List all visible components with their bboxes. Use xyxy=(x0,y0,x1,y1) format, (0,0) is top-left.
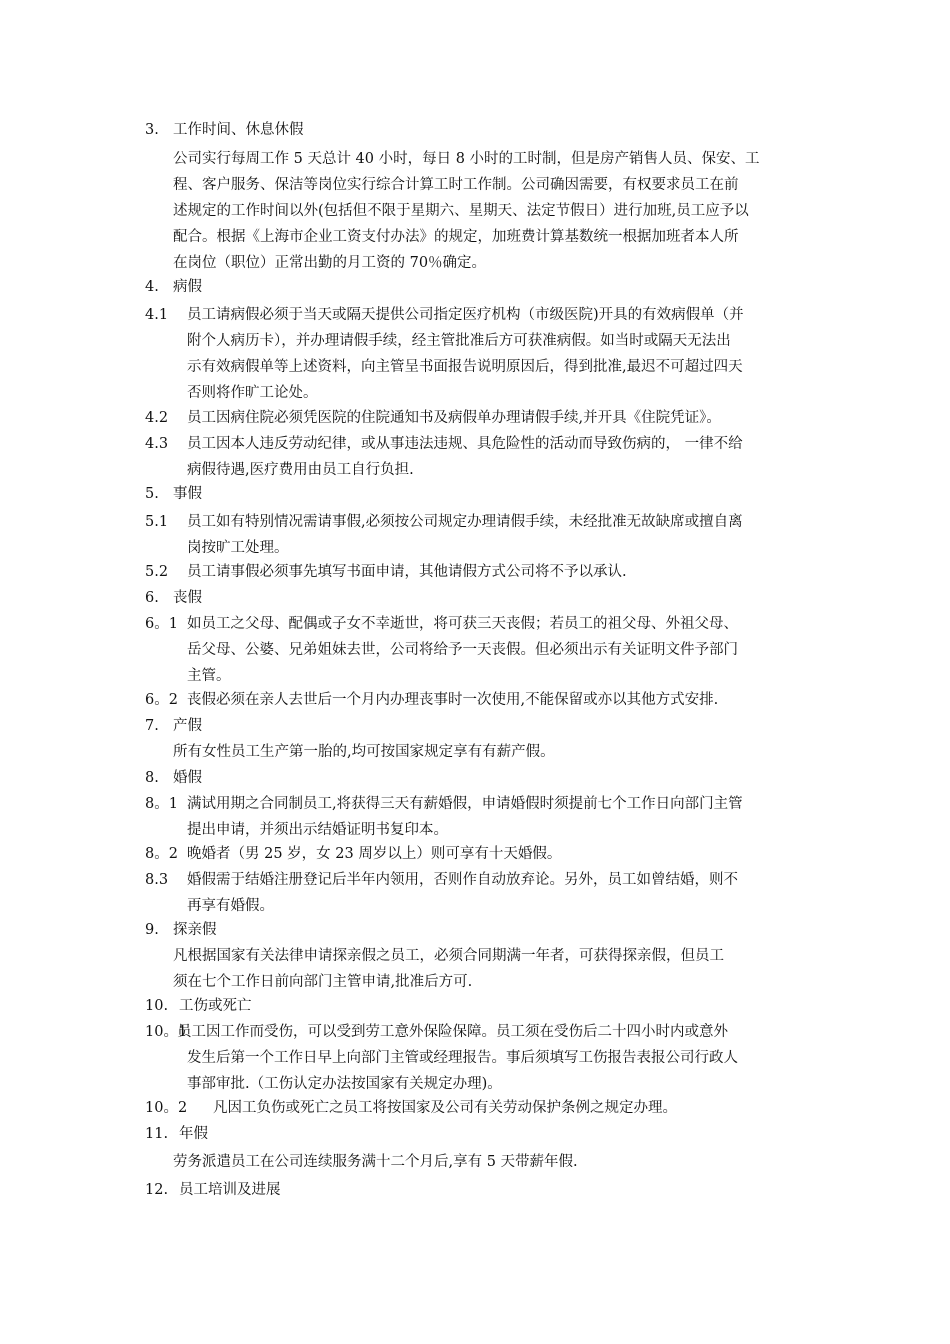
subsection-number: 5.2 xyxy=(145,564,169,580)
paragraph-line: 所有女性员工生产第一胎的,均可按国家规定享有有薪产假。 xyxy=(173,744,555,760)
section-paragraph xyxy=(173,1152,809,1178)
subsection-line: 病假待遇,医疗费用由员工自行负担. xyxy=(187,462,414,478)
subsection-line: 附个人病历卡），并办理请假手续，经主管批准后方可获准病假。如当时或隔天无法出 xyxy=(187,333,731,349)
section-number: 8. xyxy=(145,770,159,786)
subsection-line: 提出申请，并须出示结婚证明书复印本。 xyxy=(187,822,448,838)
subsection-line: 满试用期之合同制员工,将获得三天有薪婚假，申请婚假时须提前七个工作日向部门主管 xyxy=(187,796,743,812)
subsection-line: 如员工之父母、配偶或子女不幸逝世，将可获三天丧假；若员工的祖父母、外祖父母、 xyxy=(187,616,738,632)
section-paragraph xyxy=(173,742,809,768)
section-title: 年假 xyxy=(179,1126,208,1142)
section-number: 3. xyxy=(145,122,159,138)
subsection-number: 4.1 xyxy=(145,307,169,323)
subsection-line: 丧假必须在亲人去世后一个月内办理丧事时一次使用,不能保留或亦以其他方式安排. xyxy=(187,692,719,708)
paragraph-line: 述规定的工作时间以外(包括但不限于星期六、星期天、法定节假日）进行加班,员工应予以 xyxy=(173,203,749,219)
subsection-line: 凡因工负伤或死亡之员工将按国家及公司有关劳动保护条例之规定办理。 xyxy=(213,1100,677,1116)
subsection-line: 员工如有特别情况需请事假,必须按公司规定办理请假手续，未经批准无故缺席或擅自离 xyxy=(187,514,743,530)
section-number: 6. xyxy=(145,590,159,606)
paragraph-line: 程、客户服务、保洁等岗位实行综合计算工时工作制。公司确因需要，有权要求员工在前 xyxy=(173,177,739,193)
subsection-line: 发生后第一个工作日早上向部门主管或经理报告。事后须填写工伤报告表报公司行政人 xyxy=(187,1050,738,1066)
paragraph-line: 劳务派遣员工在公司连续服务满十二个月后,享有 5 天带薪年假. xyxy=(173,1154,578,1170)
subsection-line: 岗按旷工处理。 xyxy=(187,540,289,556)
subsection-number: 8。2 xyxy=(145,846,178,862)
paragraph-line: 须在七个工作日前向部门主管申请,批准后方可. xyxy=(173,974,473,990)
subsection-line: 晚婚者（男 25 岁，女 23 周岁以上）则可享有十天婚假。 xyxy=(187,846,562,862)
section-title: 探亲假 xyxy=(173,922,217,938)
paragraph-line: 在岗位（职位）正常出勤的月工资的 70％确定。 xyxy=(173,255,487,271)
section-title: 丧假 xyxy=(173,590,202,606)
subsection-line: 主管。 xyxy=(187,668,231,684)
subsection-number: 10。2 xyxy=(145,1100,188,1116)
section-title: 婚假 xyxy=(173,770,202,786)
section-paragraph xyxy=(173,149,809,279)
paragraph-line: 配合。根据《上海市企业工资支付办法》的规定，加班费计算基数统一根据加班者本人所 xyxy=(173,229,739,245)
section-number: 5. xyxy=(145,486,159,502)
subsection-number: 4.3 xyxy=(145,436,169,452)
section-number: 4. xyxy=(145,279,159,295)
subsection-line: 示有效病假单等上述资料，向主管呈书面报告说明原因后，得到批准,最迟不可超过四天 xyxy=(187,359,743,375)
section-number: 10. xyxy=(145,998,169,1014)
section-paragraph xyxy=(173,946,809,998)
section-title: 产假 xyxy=(173,718,202,734)
section-title: 工伤或死亡 xyxy=(179,998,252,1014)
subsection-line: 员工因本人违反劳动纪律，或从事违法违规、具危险性的活动而导致伤病的， 一律不给 xyxy=(187,436,743,452)
section-number: 7. xyxy=(145,718,159,734)
subsection-line: 事部审批.（工伤认定办法按国家有关规定办理)。 xyxy=(187,1076,502,1092)
subsection-line: 员工因病住院必须凭医院的住院通知书及病假单办理请假手续,并开具《住院凭证》。 xyxy=(187,410,721,426)
subsection-line: 婚假需于结婚注册登记后半年内领用，否则作自动放弃论。另外，员工如曾结婚，则不 xyxy=(187,872,738,888)
subsection-number: 8.3 xyxy=(145,872,169,888)
subsection-line: 否则将作旷工论处。 xyxy=(187,385,318,401)
paragraph-line: 公司实行每周工作 5 天总计 40 小时，每日 8 小时的工时制，但是房产销售人员、保安、工 xyxy=(173,151,760,167)
subsection-number: 8。1 xyxy=(145,796,178,812)
section-title: 工作时间、休息休假 xyxy=(173,122,304,138)
subsection-line: 岳父母、公婆、兄弟姐妹去世，公司将给予一天丧假。但必须出示有关证明文件予部门 xyxy=(187,642,738,658)
section-number: 9. xyxy=(145,922,159,938)
subsection-line: 员工请事假必须事先填写书面申请，其他请假方式公司将不予以承认. xyxy=(187,564,627,580)
subsection-line: 员工因工作而受伤，可以受到劳工意外保险保障。员工须在受伤后二十四小时内或意外 xyxy=(177,1024,728,1040)
subsection-line: 员工请病假必须于当天或隔天提供公司指定医疗机构（市级医院)开具的有效病假单（并 xyxy=(187,307,744,323)
subsection-line: 再享有婚假。 xyxy=(187,898,274,914)
section-title: 病假 xyxy=(173,279,202,295)
subsection-number: 6。1 xyxy=(145,616,178,632)
section-title: 员工培训及进展 xyxy=(179,1182,281,1198)
subsection-number: 5.1 xyxy=(145,514,169,530)
subsection-number: 4.2 xyxy=(145,410,169,426)
subsection-number: 10。1 xyxy=(145,1024,188,1040)
section-number: 11. xyxy=(145,1126,169,1142)
section-number: 12. xyxy=(145,1182,169,1198)
section-title: 事假 xyxy=(173,486,202,502)
paragraph-line: 凡根据国家有关法律申请探亲假之员工，必须合同期满一年者，可获得探亲假，但员工 xyxy=(173,948,724,964)
subsection-number: 6。2 xyxy=(145,692,178,708)
